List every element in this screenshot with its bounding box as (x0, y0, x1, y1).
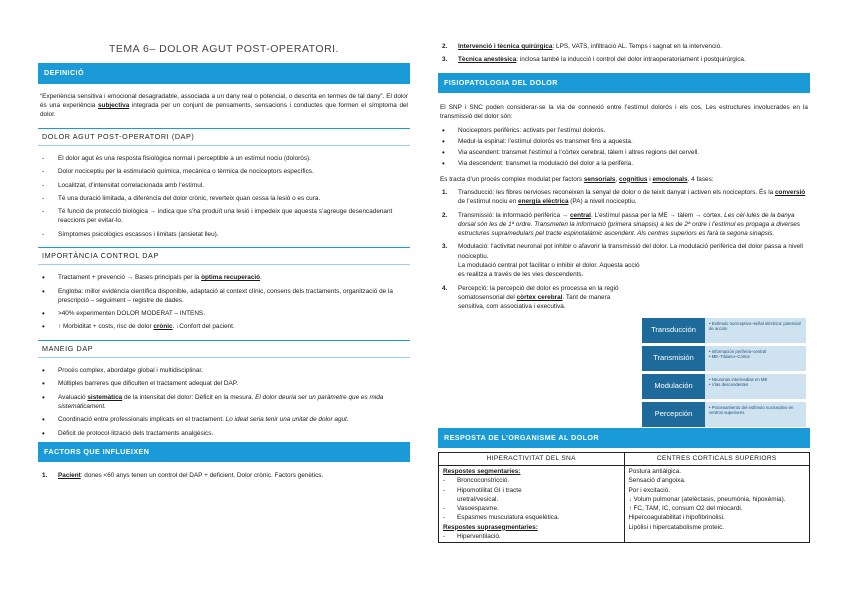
dap-list (42, 154, 410, 239)
text-part: Es tracta d’un procés complex modulat per factors (440, 175, 584, 183)
list-item (442, 188, 810, 207)
list-item: • Dèficit de protocol·lització dels tractaments analgèsics. (42, 429, 410, 438)
list-item: • Procés complex, abordatge global i multidisciplinar. (42, 366, 410, 375)
list-item (42, 273, 410, 282)
text-part: . L’estímul passa per la ME → tàlem → còrtex. (590, 211, 725, 219)
text-part: : inclosa també la inducció i control del dolor intraoperatoriament i postquirúrgica. (516, 56, 746, 64)
list-number: 1. (42, 472, 48, 480)
list-item (42, 471, 410, 480)
table-line: Hipercoagulabilitat i hipofibrinolisi. (628, 514, 725, 522)
table-line: - Hipomotilitat GI i tracte (443, 486, 620, 495)
phases-list (442, 188, 810, 311)
figure-desc (705, 346, 806, 371)
text-part: (PA) a nivell nociceptiu. (568, 198, 637, 206)
section-resposta-header: RESPOSTA DE L’ORGANISME AL DOLOR (438, 428, 810, 448)
figure-desc-item: • ME–Tálamo–Córtex (709, 354, 802, 359)
figure-desc-item: • Estímulo nociceptivo–señal eléctrica: potencial de acción (709, 321, 802, 332)
text-italic: El dolor deuria ser un paràmetre que es mida sistemàticament. (58, 393, 384, 411)
section-maneig-header: MANEIG DAP (38, 340, 410, 358)
text-part: , (615, 175, 620, 183)
factors-list (42, 471, 410, 480)
list-item: • Nociceptors perifèrics: activats per l’estímul dolorós. (442, 126, 810, 135)
text-underlined: cognitius (619, 175, 648, 183)
factors-list-continued (442, 42, 810, 65)
text-part: . ↓Confort del pacient. (172, 323, 235, 331)
table-line: Respostes suprasegmentaries: (443, 523, 538, 531)
table-line: ↓ Volum pulmonar (atelèctasis, pneumònia, hipoxèmia). (628, 495, 786, 503)
definicio-subjectiva: subjectiva (97, 101, 130, 109)
table-cell (624, 465, 810, 542)
text-part: Tractament + prevenció → Bases principals per la (58, 274, 202, 282)
list-item (42, 415, 410, 424)
phases-figure (642, 318, 806, 428)
list-item (442, 55, 810, 64)
table-line: ↑ FC, TAM, IC, consum O2 del miocardi. (628, 505, 743, 513)
list-item: • Via ascendent: transmet l’estímul a l’còrtex cerebral, tàlem i altres regions del cervell. (442, 148, 810, 157)
list-item: - Té una duració limitada, a diferència del dolor crònic, reverteix quan cessa la lesió o es cura. (42, 194, 410, 203)
table-line: - Broncoconstricció. (443, 476, 620, 485)
list-item (442, 211, 810, 239)
maneig-list (42, 366, 410, 438)
table-line: - Vasoespasme. (443, 504, 620, 513)
text-part: La modulació central pot facilitar o inhibir el dolor. Aquesta acció es realitza a través de les vies descendents. (458, 261, 640, 279)
figure-desc (705, 318, 806, 343)
text-underlined: emocionals (652, 175, 688, 183)
definicio-text-part: integrada per un conjunt de pensaments, sensacions i conductes que formen el símptoma del dolor. (40, 101, 408, 119)
list-item (442, 42, 810, 51)
text-underlined: sensorials (583, 175, 616, 183)
figure-row-modulacion (642, 374, 806, 399)
text-part: Coordinació entre professionals implicats en el tractament. (58, 416, 226, 424)
list-number: 3. (442, 56, 448, 64)
list-item: • Medul·la espinal: l’estímul dolorós es transmet fins a aquesta. (442, 137, 810, 146)
text-part: i (647, 175, 653, 183)
list-item: • >40% experimenten DOLOR MODERAT – INTENS. (42, 309, 410, 318)
importancia-list (42, 273, 410, 331)
definicio-text (40, 92, 408, 120)
figure-label: Modulación (642, 374, 705, 399)
fisio-list (442, 126, 810, 169)
page-title: TEMA 6– DOLOR AGUT POST-OPERATORI. (109, 43, 339, 55)
text-underlined: òptima recuperació (201, 274, 261, 282)
list-item (442, 242, 810, 279)
table-line: Por i excitació. (628, 486, 671, 494)
text-underlined: Intervenció i tècnica quirúrgica (458, 43, 553, 50)
list-item: - Localitzat, d’intensitat correlacionada amb l’estímul. (42, 181, 410, 190)
text-underlined: sistemàtica (87, 393, 123, 401)
list-item (42, 393, 410, 412)
text-part: : LPS, VATS, infiltració AL. Temps i sagnat en la intervenció. (552, 43, 722, 50)
table-line: - Hiperventilació. (443, 532, 620, 541)
text-part: Percepció: la percepció del dolor es processa en la regió somatosensorial del (458, 284, 619, 301)
list-item: • Múltiples barreres que dificulten el tractament adequat del DAP. (42, 379, 410, 388)
text-underlined: Tècnica anestèsica (458, 56, 517, 64)
definicio-text-part: “Experiència sensitiva i emocional desagradable, associada a un dany real o potencial, o descrita en termes de tal dany”. El dolor és una experiència (40, 92, 408, 109)
response-section (438, 424, 810, 543)
text-underlined: crònic (153, 323, 173, 331)
figure-row-transmision (642, 346, 806, 371)
text-italic: Les cèl·lules de la banya dorsal són les de 1ª ordre. Transmeten la informació (primera sinapsis) a les de 2ª ordre i l’estímul es propaga a diverses estructures supramedulars pel tracte espinotalàmic ascendent. Als centres superiors es farà la segona sinapsis. (458, 211, 801, 238)
list-item: - Té funció de protecció biològica → indica que s’ha produït una lesió i impedeix que aquesta s’agreuge desencadenant reaccions per evitar-lo. (42, 207, 410, 226)
list-number: 2. (442, 43, 448, 50)
figure-desc-item: • Procesamiento del estímulo nociceptivo en centros superiores (709, 405, 802, 416)
list-item: - Dolor nociceptiu per la estimulació química, mecànica o tèrmica de nociceptors específics. (42, 167, 410, 176)
text-part: : dones <60 anys tenen un control del DAP + deficient. Dolor crònic. Factors genètics. (80, 472, 324, 480)
text-part: de la intensitat del dolor: Dèficit en la mesura. (122, 393, 256, 401)
text-part: de l’estímul nociu en (458, 198, 519, 206)
process-intro (440, 175, 808, 184)
list-item (42, 322, 410, 331)
text-part: Transmissió: la informació perifèrica → (458, 211, 570, 219)
section-fisiopatologia-header: FISIOPATOLOGIA DEL DOLOR (438, 73, 810, 93)
section-importancia-header: IMPORTÀNCIA CONTROL DAP (38, 247, 410, 265)
text-part: ↑ Morbiditat + costs, risc de dolor (58, 323, 154, 331)
response-table (438, 452, 810, 543)
text-underlined: central (570, 211, 591, 219)
list-item: - Símptomes psicològics escassos i limitats (ansietat lleu). (42, 230, 410, 239)
list-number: 3. (442, 243, 448, 251)
text-part: . (260, 274, 262, 282)
list-item: • Engloba: millor evidència científica disponible, adaptació al context clínic, consens dels tractaments, organització de la prescripció – seguiment – registre de dades. (42, 287, 410, 306)
table-line: Respostes segmentaries: (443, 467, 521, 475)
text-underlined: energia elèctrica (518, 198, 569, 206)
left-column (38, 0, 410, 485)
table-header: CENTRES CORTICALS SUPERIORS (624, 453, 810, 466)
fisio-intro: El SNP i SNC poden considerar-se la via de connexió entre l’estímul dolorós i els cos. Les estructures involucrades en la transmissió del dolor són: (440, 104, 808, 121)
figure-label: Transducción (642, 318, 705, 343)
table-line: Postura antiàlgica. (628, 467, 682, 475)
table-line: Lipòlisi i hipercatabolisme proteic. (628, 523, 725, 531)
figure-row-transduccion (642, 318, 806, 343)
section-dap-header: DOLOR AGUT POST-OPERATORI (DAP) (38, 128, 410, 146)
section-definicio-header: DEFINICIÓ (38, 63, 410, 83)
figure-desc-item: • Neuronas intermedias en ME (709, 377, 802, 382)
text-underlined: Pacient (58, 472, 81, 480)
figure-desc (705, 374, 806, 399)
text-part: . Tant de manera sensitiva, com associativa i executiva. (458, 293, 611, 311)
list-number: 4. (442, 284, 448, 292)
list-item (442, 284, 630, 312)
text-part: Modulació: l’activitat neuronal pot inhibir o afavorir la transmissió del dolor. La modulació perifèrica del dolor passa a nivell nociceptiu. (458, 243, 803, 260)
right-column (438, 42, 810, 315)
list-number: 2. (442, 211, 448, 219)
figure-label: Transmisión (642, 346, 705, 371)
text-underlined: conversió (774, 188, 806, 196)
section-factors-header: FACTORS QUE INFLUEIXEN (38, 442, 410, 462)
figure-desc-item: • Vías descendentes (709, 382, 802, 387)
table-line: Sensació d’angoixa. (628, 477, 686, 485)
text-part: . 4 fases: (687, 175, 714, 183)
text-part: Transducció: les fibres nervioses reconeixen la senyal de dolor o de teixit danyat i activen els nociceptors. És la (458, 188, 775, 196)
text-underlined: còrtex cerebral (516, 293, 563, 301)
list-number: 1. (442, 188, 448, 196)
table-cell (439, 465, 625, 542)
list-item: • Via descendent: transmet la modulació del dolor a la perifèria. (442, 159, 810, 168)
table-header: HIPERACTIVITAT DEL SNA (439, 453, 625, 466)
table-line: - Espasmes musculatura esquelètica. (443, 513, 620, 522)
figure-desc-item: • Información periferia–central (709, 349, 802, 354)
text-italic: Lo ideal seria tenir una unitat de dolor agut. (225, 416, 349, 424)
text-part: Avaluació (58, 393, 88, 401)
figure-label: Percepción (642, 402, 705, 427)
table-line: uretral/vesical. (457, 495, 499, 503)
list-item: - El dolor agut és una resposta fisiològica normal i perceptible a un estímul nociu (dolorós). (42, 154, 410, 163)
